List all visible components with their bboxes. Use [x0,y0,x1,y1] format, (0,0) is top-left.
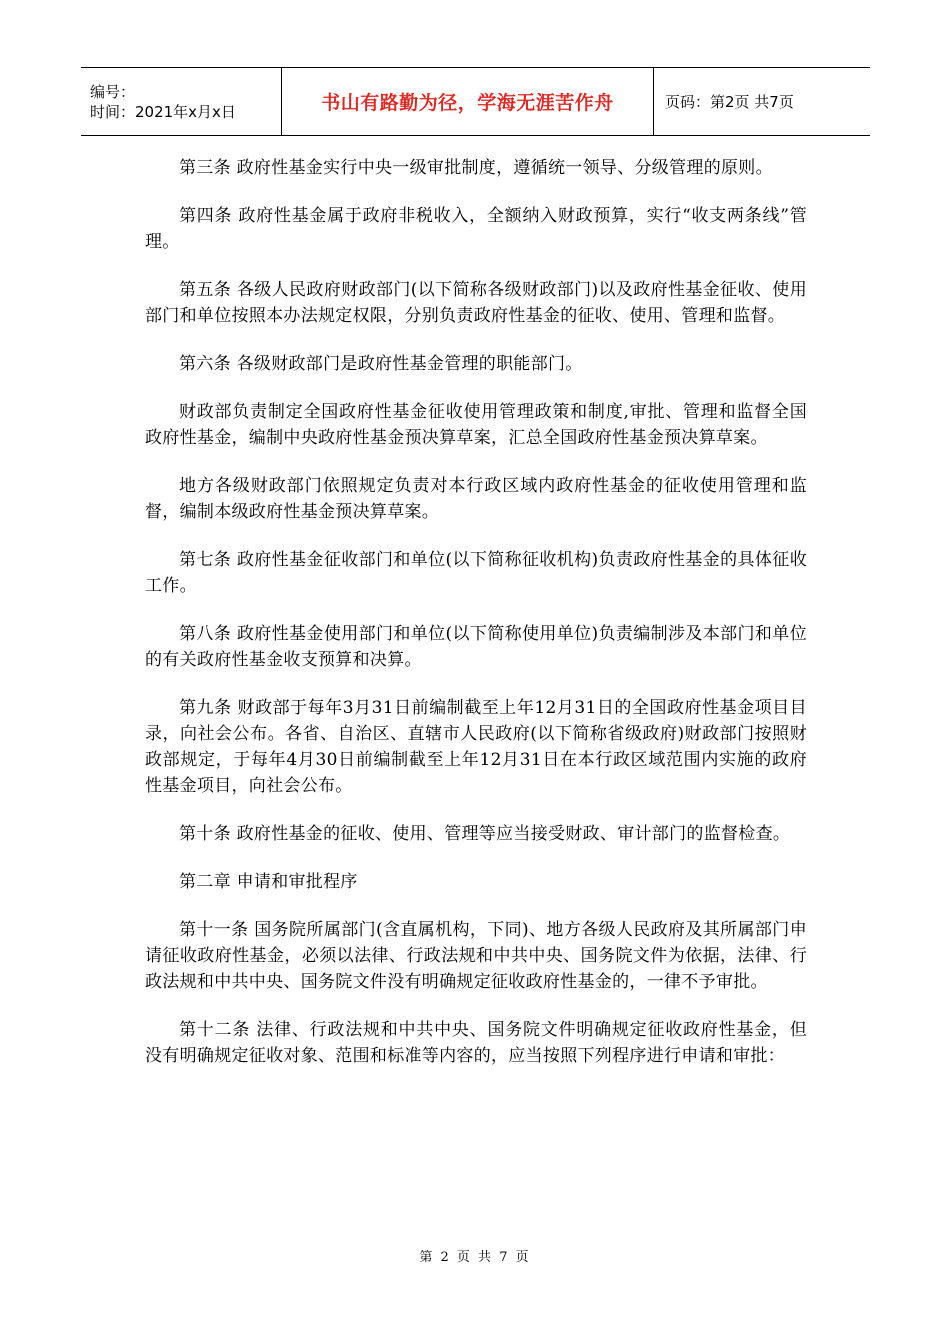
article-10: 第十条 政府性基金的征收、使用、管理等应当接受财政、审计部门的监督检查。 [179,824,791,844]
document-body [145,155,807,1091]
header-meta [81,68,282,135]
page-footer [0,1246,950,1265]
article-3: 第三条 政府性基金实行中央一级审批制度，遵循统一领导、分级管理的原则。 [179,158,773,178]
article-6-paragraph-3: 地方各级财政部门依照规定负责对本行政区域内政府性基金的征收使用管理和监督，编制本级政府性基金预决算草案。 [145,476,807,522]
chapter-2-heading: 第二章 申请和审批程序 [179,872,358,892]
article-7: 第七条 政府性基金征收部门和单位(以下简称征收机构)负责政府性基金的具体征收工作。 [145,550,807,596]
article-12: 第十二条 法律、行政法规和中共中央、国务院文件明确规定征收政府性基金，但没有明确规定征收对象、范围和标准等内容的，应当按照下列程序进行申请和审批： [145,1020,807,1066]
header-page-info [654,68,870,135]
article-8: 第八条 政府性基金使用部门和单位(以下简称使用单位)负责编制涉及本部门和单位的有关政府性基金收支预算和决算。 [145,624,807,670]
article-11: 第十一条 国务院所属部门(含直属机构，下同)、地方各级人民政府及其所属部门申请征收政府性基金，必须以法律、行政法规和中共中央、国务院文件为依据，法律、行政法规和中共中央、国务院文件没有明确规定征收政府性基金的，一律不予审批。 [145,920,807,992]
article-9: 第九条 财政部于每年3月31日前编制截至上年12月31日的全国政府性基金项目目录，向社会公布。各省、自治区、直辖市人民政府(以下简称省级政府)财政部门按照财政部规定，于每年4月30日前编制截至上年12月31日在本行政区域范围内实施的政府性基金项目，向社会公布。 [145,698,807,796]
motto-text: 书山有路勤为径，学海无涯苦作舟 [321,92,614,114]
header-motto [282,68,654,135]
document-date-label: 时间：2021年x月x日 [90,102,236,121]
article-5: 第五条 各级人民政府财政部门(以下简称各级财政部门)以及政府性基金征收、使用部门和单位按照本办法规定权限，分别负责政府性基金的征收、使用、管理和监督。 [145,280,807,326]
page-header [81,67,870,136]
article-4: 第四条 政府性基金属于政府非税收入，全额纳入财政预算，实行“收支两条线”管理。 [145,206,807,252]
footer-page-number: 第 2 页 共 7 页 [419,1250,531,1265]
document-number-label: 编号： [90,82,136,101]
article-6: 第六条 各级财政部门是政府性基金管理的职能部门。 [179,354,583,374]
page-number-label: 页码：第2页 共7页 [665,93,794,111]
article-6-paragraph-2: 财政部负责制定全国政府性基金征收使用管理政策和制度,审批、管理和监督全国政府性基金，编制中央政府性基金预决算草案，汇总全国政府性基金预决算草案。 [145,402,807,448]
